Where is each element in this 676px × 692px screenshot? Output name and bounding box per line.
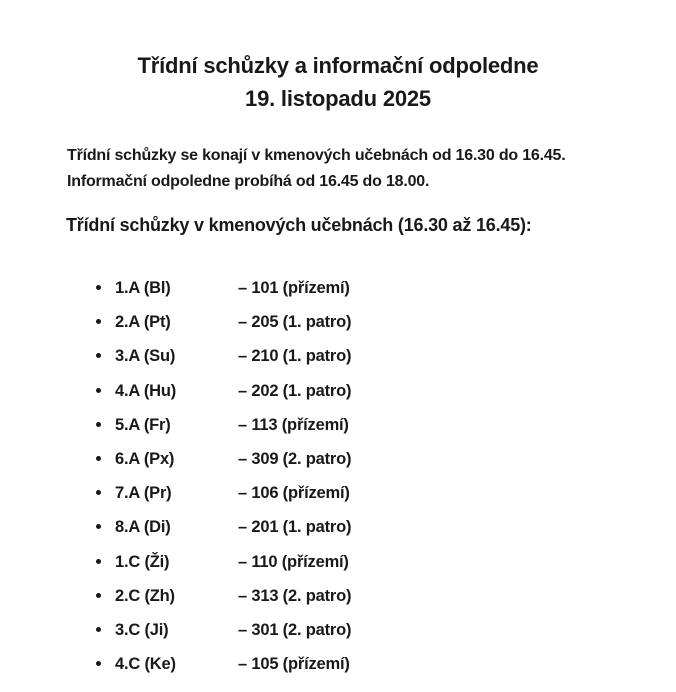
bullet-dot-icon bbox=[96, 593, 101, 598]
room-label: – 201 (1. patro) bbox=[238, 518, 352, 537]
list-item bbox=[0, 553, 676, 587]
intro-paragraph bbox=[67, 143, 566, 195]
room-label: – 301 (2. patro) bbox=[238, 620, 352, 639]
list-item bbox=[0, 518, 676, 552]
room-label: – 202 (1. patro) bbox=[238, 381, 352, 400]
bullet-dot-icon bbox=[96, 319, 101, 324]
room-label: – 113 (přízemí) bbox=[238, 415, 349, 434]
room-label: – 309 (2. patro) bbox=[238, 449, 352, 468]
room-label: – 210 (1. patro) bbox=[238, 347, 352, 366]
class-label: 5.A (Fr) bbox=[115, 415, 171, 434]
room-label: – 313 (2. patro) bbox=[238, 586, 352, 605]
room-label: – 205 (1. patro) bbox=[238, 313, 352, 332]
bullet-dot-icon bbox=[96, 353, 101, 358]
intro-line-1: Třídní schůzky se konají v kmenových učebnách od 16.30 do 16.45. bbox=[67, 147, 566, 164]
bullet-dot-icon bbox=[96, 422, 101, 427]
list-item bbox=[0, 450, 676, 484]
list-item bbox=[0, 621, 676, 655]
class-label: 6.A (Px) bbox=[115, 449, 175, 468]
list-item bbox=[0, 347, 676, 381]
class-label: 2.C (Zh) bbox=[115, 586, 175, 605]
list-item bbox=[0, 484, 676, 518]
class-label: 4.C (Ke) bbox=[115, 655, 176, 674]
bullet-dot-icon bbox=[96, 490, 101, 495]
title-line-2: 19. listopadu 2025 bbox=[245, 86, 431, 111]
section-heading: Třídní schůzky v kmenových učebnách (16.30 až 16.45): bbox=[66, 215, 532, 235]
list-item bbox=[0, 313, 676, 347]
class-label: 4.A (Hu) bbox=[115, 381, 177, 400]
room-label: – 106 (přízemí) bbox=[238, 484, 350, 503]
bullet-dot-icon bbox=[96, 388, 101, 393]
class-label: 1.A (Bl) bbox=[115, 279, 171, 297]
bullet-dot-icon bbox=[96, 456, 101, 461]
list-item bbox=[0, 382, 676, 416]
document-title bbox=[0, 49, 676, 115]
list-item bbox=[0, 416, 676, 450]
class-label: 1.C (Ži) bbox=[115, 552, 170, 571]
room-label: – 101 (přízemí) bbox=[238, 279, 350, 297]
bullet-dot-icon bbox=[96, 285, 101, 290]
list-item bbox=[0, 279, 676, 313]
list-item bbox=[0, 655, 676, 689]
title-line-1: Třídní schůzky a informační odpoledne bbox=[137, 53, 539, 78]
intro-line-2: Informační odpoledne probíhá od 16.45 do 18.00. bbox=[67, 173, 430, 190]
class-label: 7.A (Pr) bbox=[115, 484, 172, 503]
bullet-dot-icon bbox=[96, 661, 101, 666]
class-label: 2.A (Pt) bbox=[115, 313, 171, 332]
class-label: 8.A (Di) bbox=[115, 518, 171, 537]
class-label: 3.A (Su) bbox=[115, 347, 176, 366]
meeting-list bbox=[0, 279, 676, 689]
room-label: – 105 (přízemí) bbox=[238, 655, 350, 674]
room-label: – 110 (přízemí) bbox=[238, 552, 349, 571]
list-item bbox=[0, 587, 676, 621]
bullet-dot-icon bbox=[96, 524, 101, 529]
bullet-dot-icon bbox=[96, 627, 101, 632]
class-label: 3.C (Ji) bbox=[115, 620, 169, 639]
bullet-dot-icon bbox=[96, 559, 101, 564]
